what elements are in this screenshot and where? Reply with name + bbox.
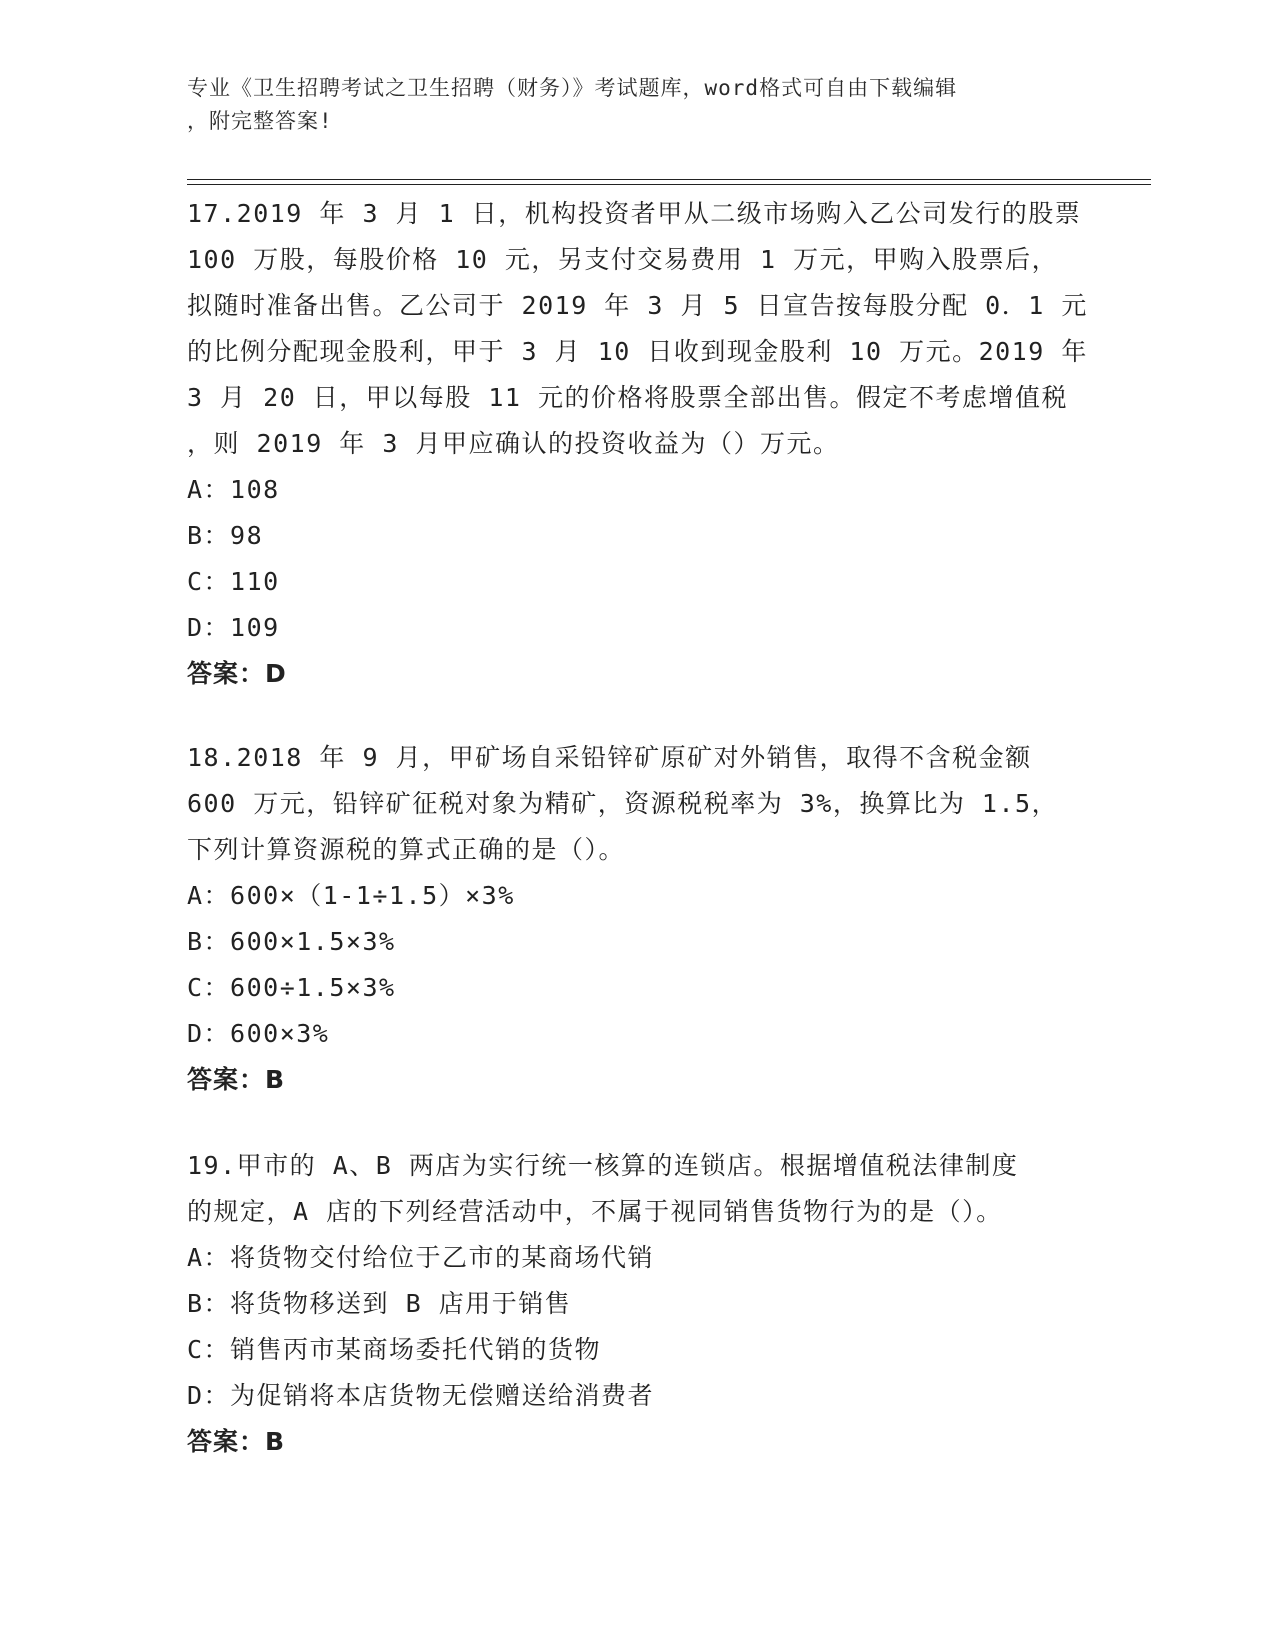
option-b: B：将货物移送到 B 店用于销售 xyxy=(187,1289,572,1318)
option-c: C：110 xyxy=(187,567,280,596)
question-text-line: 下列计算资源税的算式正确的是（）。 xyxy=(187,835,626,864)
question-18 xyxy=(187,735,1087,1103)
question-17 xyxy=(187,191,1087,697)
header-divider-top xyxy=(187,179,1151,180)
option-d: D：为促销将本店货物无偿赠送给消费者 xyxy=(187,1381,655,1410)
question-text-line: 18.2018 年 9 月，甲矿场自采铅锌矿原矿对外销售，取得不含税金额 xyxy=(187,743,1032,772)
option-a: A：600×（1-1÷1.5）×3% xyxy=(187,881,515,910)
page-header xyxy=(187,72,1087,138)
option-c: C：销售丙市某商场委托代销的货物 xyxy=(187,1335,602,1364)
question-text-line: 19.甲市的 A、B 两店为实行统一核算的连锁店。根据增值税法律制度 xyxy=(187,1151,1019,1180)
answer-label: 答案：B xyxy=(187,1065,286,1094)
question-19 xyxy=(187,1143,1087,1465)
question-text-line: 600 万元，铅锌矿征税对象为精矿，资源税税率为 3%，换算比为 1.5， xyxy=(187,789,1059,818)
header-divider-bottom xyxy=(187,184,1151,185)
option-d: D：109 xyxy=(187,613,280,642)
option-b: B：600×1.5×3% xyxy=(187,927,396,956)
option-a: A：将货物交付给位于乙市的某商场代销 xyxy=(187,1243,655,1272)
question-text-line: 100 万股，每股价格 10 元，另支付交易费用 1 万元，甲购入股票后， xyxy=(187,245,1059,274)
answer-label: 答案：D xyxy=(187,659,287,688)
header-line-2: ，附完整答案! xyxy=(187,109,333,133)
header-line-1: 专业《卫生招聘考试之卫生招聘（财务）》考试题库，word格式可自由下载编辑 xyxy=(187,76,958,100)
question-text-line: 17.2019 年 3 月 1 日，机构投资者甲从二级市场购入乙公司发行的股票 xyxy=(187,199,1082,228)
option-c: C：600÷1.5×3% xyxy=(187,973,396,1002)
question-text-line: 拟随时准备出售。乙公司于 2019 年 3 月 5 日宣告按每股分配 0．1 元 xyxy=(187,291,1088,320)
question-text-line: 的规定，A 店的下列经营活动中，不属于视同销售货物行为的是（）。 xyxy=(187,1197,1003,1226)
option-b: B：98 xyxy=(187,521,264,550)
question-text-line: ，则 2019 年 3 月甲应确认的投资收益为（）万元。 xyxy=(187,429,840,458)
option-d: D：600×3% xyxy=(187,1019,330,1048)
answer-label: 答案：B xyxy=(187,1427,286,1456)
question-text-line: 的比例分配现金股利，甲于 3 月 10 日收到现金股利 10 万元。2019 年 xyxy=(187,337,1088,366)
option-a: A：108 xyxy=(187,475,280,504)
question-text-line: 3 月 20 日，甲以每股 11 元的价格将股票全部出售。假定不考虑增值税 xyxy=(187,383,1069,412)
